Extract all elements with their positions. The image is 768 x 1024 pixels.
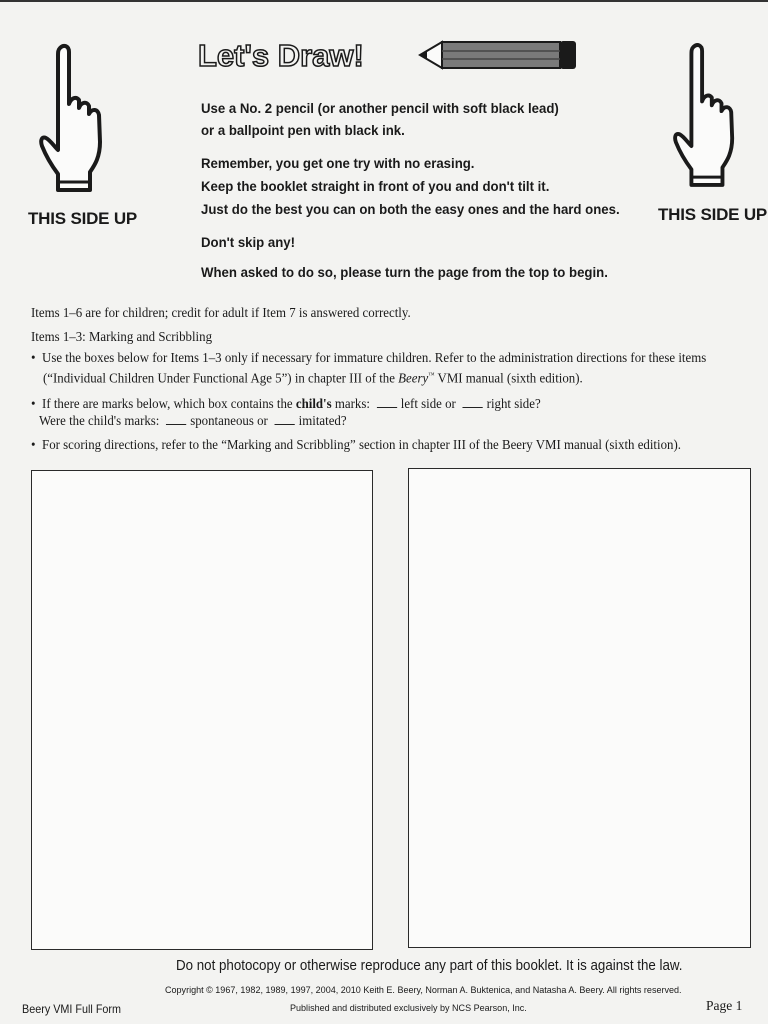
top-border-line	[0, 0, 768, 2]
bullet-item: • For scoring directions, refer to the “Marking and Scribbling” section in chapter III of the Beery VMI manual (sixth edition).	[31, 438, 681, 453]
drawing-box-left[interactable]	[31, 470, 373, 950]
bullet-item: • Use the boxes below for Items 1–3 only if necessary for immature children. Refer to the administration directions for these items	[31, 351, 707, 366]
bullet-icon: •	[31, 351, 36, 366]
instruction-line: When asked to do so, please turn the page from the top to begin.	[201, 265, 608, 281]
bullet-icon: •	[31, 438, 36, 453]
bullet-icon: •	[31, 397, 36, 412]
instruction-line: or a ballpoint pen with black ink.	[201, 123, 405, 139]
items-note: Items 1–6 are for children; credit for adult if Item 7 is answered correctly.	[31, 306, 411, 321]
left-side-blank[interactable]	[377, 395, 397, 408]
form-name: Beery VMI Full Form	[22, 1002, 122, 1016]
instruction-line: Use a No. 2 pencil (or another pencil with soft black lead)	[201, 101, 559, 117]
instruction-line: Remember, you get one try with no erasing.	[201, 156, 475, 172]
spontaneous-blank[interactable]	[166, 412, 186, 425]
photocopy-notice: Do not photocopy or otherwise reproduce any part of this booklet. It is against the law.	[176, 958, 683, 974]
publisher-line: Published and distributed exclusively by NCS Pearson, Inc.	[290, 1003, 527, 1014]
bullet-item: • If there are marks below, which box contains the child's marks: left side or right side?	[31, 397, 541, 412]
bullet-item-continuation: (“Individual Children Under Functional Age 5”) in chapter III of the Beery™ VMI manual (sixth edition).	[43, 371, 583, 387]
page-number: Page 1	[706, 998, 743, 1013]
right-side-blank[interactable]	[463, 395, 483, 408]
drawing-box-right[interactable]	[408, 468, 751, 948]
copyright-line: Copyright © 1967, 1982, 1989, 1997, 2004, 2010 Keith E. Beery, Norman A. Buktenica, and Natasha A. Beery. All rights reserved.	[165, 985, 682, 996]
pencil-icon	[418, 36, 580, 74]
instruction-line: Just do the best you can on both the easy ones and the hard ones.	[201, 202, 620, 218]
this-side-up-right: THIS SIDE UP	[658, 205, 768, 224]
pointing-hand-icon	[38, 42, 106, 194]
pointing-hand-icon	[672, 40, 738, 190]
bullet-item-continuation: Were the child's marks: spontaneous or imitated?	[39, 414, 347, 429]
imitated-blank[interactable]	[275, 412, 295, 425]
page-title: Let's Draw!	[198, 38, 364, 73]
instruction-line: Don't skip any!	[201, 235, 296, 251]
this-side-up-left: THIS SIDE UP	[28, 209, 138, 228]
instruction-line: Keep the booklet straight in front of you and don't tilt it.	[201, 179, 550, 195]
section-heading: Items 1–3: Marking and Scribbling	[31, 330, 213, 345]
